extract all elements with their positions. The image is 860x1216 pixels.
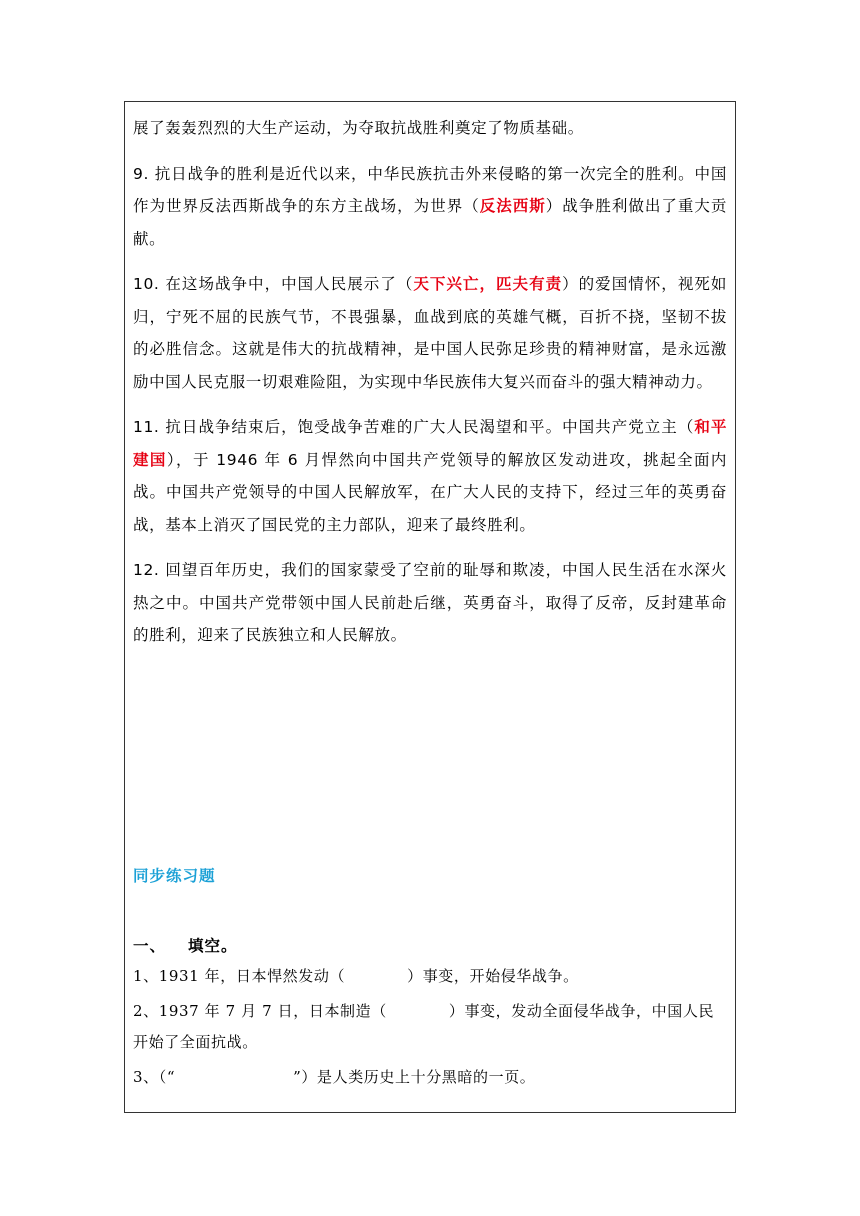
paragraph-text: ）的爱国情怀，视死如归，宁死不屈的民族气节，不畏强暴，血战到底的英雄气概，百折不挠，坚韧不拔的必胜信念。这就是伟大的抗战精神，是中国人民弥足珍贵的精神财富，是永远激励中国人民克服一切艰难险阻，为实现中华民族伟大复兴而奋斗的强大精神动力。	[133, 275, 727, 391]
answer-highlight: 天下兴亡，匹夫有责	[413, 275, 563, 293]
question-text: ”）是人类历史上十分黑暗的一页。	[293, 1068, 536, 1086]
question-text: ）事变，发动全面侵华战争，中国人民开始了全面抗战。	[133, 1002, 715, 1051]
paragraph-text: 11. 抗日战争结束后，饱受战争苦难的广大人民渴望和平。中国共产党立主（	[133, 418, 695, 436]
paragraph-text: 10. 在这场战争中，中国人民展示了（	[133, 275, 414, 293]
content-frame	[124, 101, 736, 1113]
section-title	[133, 934, 238, 956]
question-2	[133, 996, 729, 1058]
paragraph-11	[133, 411, 727, 541]
answer-highlight: 和平建国	[133, 418, 727, 469]
paragraph-text: 展了轰轰烈烈的大生产运动，为夺取抗战胜利奠定了物质基础。	[133, 119, 584, 137]
question-3	[133, 1062, 729, 1093]
practice-heading: 同步练习题	[133, 867, 216, 885]
question-1	[133, 961, 729, 992]
question-text: 1、1931 年，日本悍然发动（	[133, 967, 346, 985]
paragraph-text: ），于 1946 年 6 月悍然向中国共产党领导的解放区发动进攻，挑起全面内战。中国共产党领导的中国人民解放军，在广大人民的支持下，经过三年的英勇奋战，基本上消灭了国民党的主力部队，迎来了最终胜利。	[133, 450, 728, 534]
paragraph-text: ）战争胜利做出了重大贡献。	[133, 197, 727, 248]
answer-highlight: 反法西斯	[479, 197, 546, 215]
question-text: 3、（“	[133, 1068, 176, 1086]
paragraph-12	[133, 554, 727, 652]
paragraph-9	[133, 158, 727, 256]
paragraph-8-continued	[133, 112, 727, 145]
paragraph-text: 9. 抗日战争的胜利是近代以来，中华民族抗击外来侵略的第一次完全的胜利。中国作为世界反法西斯战争的东方主战场，为世界（	[133, 164, 727, 215]
section-title-text: 填空。	[188, 937, 238, 955]
paragraph-text: 12. 回望百年历史，我们的国家蒙受了空前的耻辱和欺凌，中国人民生活在水深火热之中。中国共产党带领中国人民前赴后继，英勇奋斗，取得了反帝，反封建革命的胜利，迎来了民族独立和人民解放。	[133, 561, 727, 644]
notes-body	[133, 102, 727, 652]
question-text: 2、1937 年 7 月 7 日，日本制造（	[133, 1002, 387, 1020]
paragraph-10	[133, 268, 727, 398]
question-text: ）事变，开始侵华战争。	[407, 967, 579, 985]
section-number: 一、	[133, 937, 167, 955]
